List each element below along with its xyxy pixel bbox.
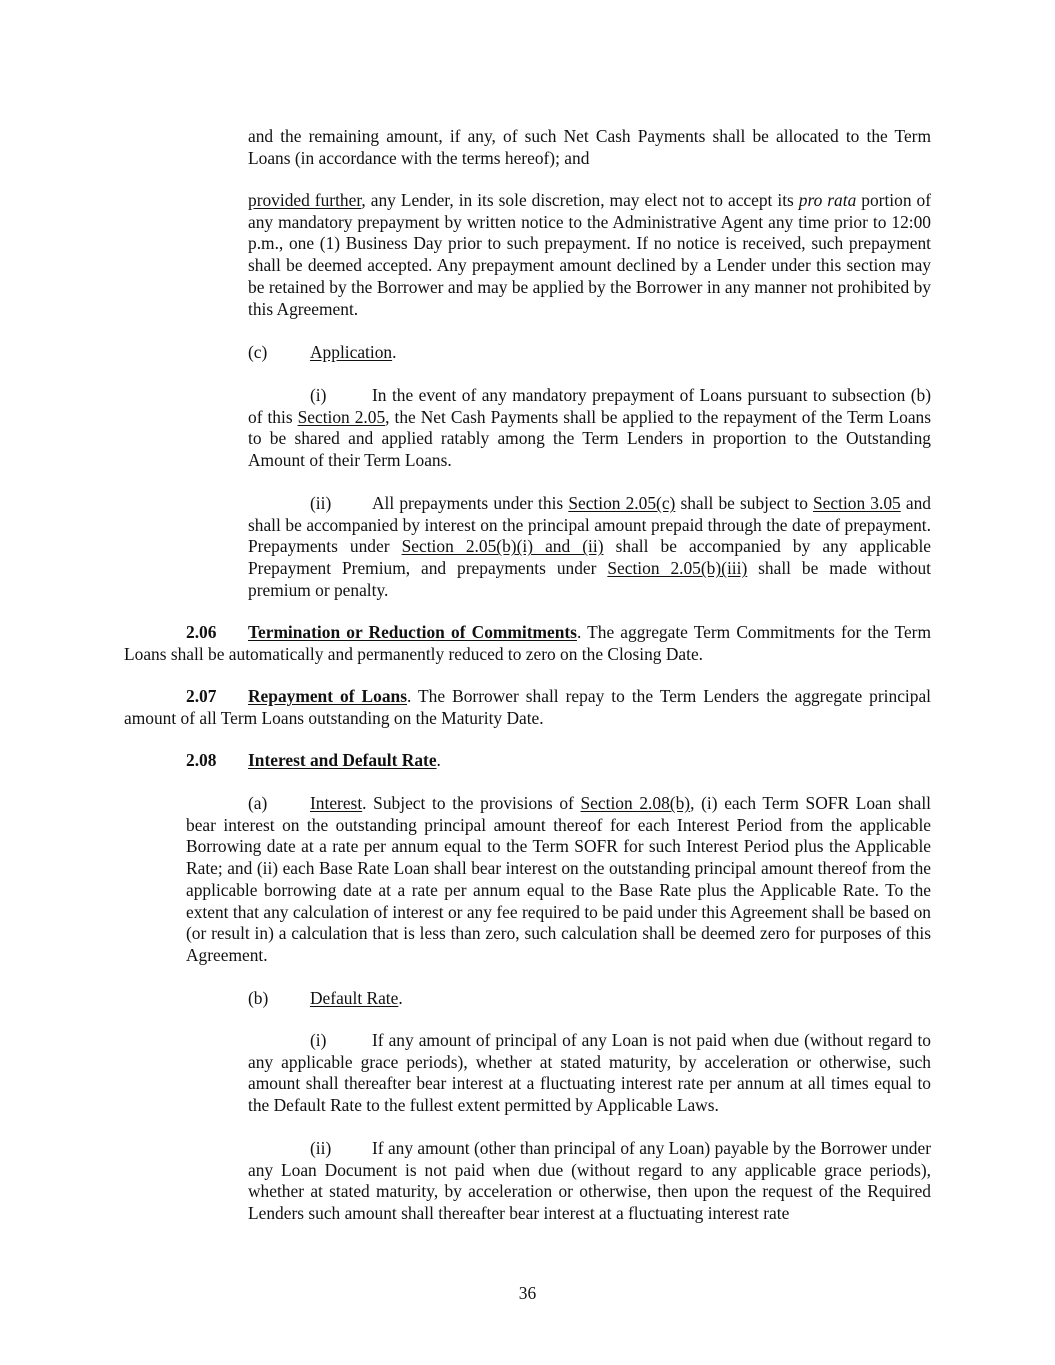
paragraph-c-ii: (ii) All prepayments under this Section 2.05(c) shall be subject to Section 3.05 and shall be accompanied by interest on the principal amount prepaid through the date of prepayment. Prepayments under Section 2.05(b)(i) and (ii) shall be accompanied by any applicable Prepayment Premium, and prepayments under Section 2.05(b)(iii) shall be made without premium or penalty.: [248, 493, 932, 600]
section-reference: Section 2.05: [297, 406, 386, 427]
paragraph-provided-further: provided further, any Lender, in its sole discretion, may elect not to accept its pro rata portion of any mandatory prepayment by written notice to the Administrative Agent any time prior to 12:00 p.m., one (1) Business Day prior to such prepayment. If no notice is received, such prepayment shall be deemed accepted. Any prepayment amount declined by a Lender under this section may be retained by the Borrower and may be applied by the Borrower in any manner not prohibited by this Agreement.: [248, 190, 931, 319]
heading-c-application: (c) Application.: [248, 342, 397, 362]
section-reference: Section 2.08(b): [580, 793, 691, 813]
section-number: 2.08: [186, 750, 217, 770]
section-title: Repayment of Loans: [248, 686, 407, 706]
section-title: Termination or Reduction of Commitments: [248, 622, 577, 642]
italic-term: pro rata: [798, 190, 857, 210]
section-reference: Section 2.05(c): [568, 493, 676, 513]
section-number: 2.07: [186, 686, 217, 706]
paragraph-c-i: (i) In the event of any mandatory prepayment of Loans pursuant to subsection (b) of this Section 2.05, the Net Cash Payments shall be applied to the repayment of the Term Loans to be shared and applied ratably among the Term Lenders in proportion to the Outstanding Amount of their Term Loans.: [248, 385, 932, 471]
section-2-08: 2.08 Interest and Default Rate.: [186, 750, 441, 770]
paragraph-allocation: and the remaining amount, if any, of such Net Cash Payments shall be allocated to the Term Loans (in accordance with the terms hereof); and: [248, 126, 931, 168]
heading-b-default-rate: (b) Default Rate.: [248, 988, 403, 1008]
paragraph-b-ii: (ii) If any amount (other than principal of any Loan) payable by the Borrower under any Loan Document is not paid when due (without regard to any applicable grace periods), whether at stated maturity, by acceleration or otherwise, then upon the request of the Required Lenders such amount shall thereafter bear interest at a fluctuating interest rate: [248, 1138, 931, 1224]
section-reference: Section 2.05(b)(iii): [607, 558, 748, 579]
section-2-06: 2.06 Termination or Reduction of Commitments. The aggregate Term Commitments for the Term Loans shall be automatically and permanently reduced to zero on the Closing Date.: [124, 622, 931, 664]
section-title: Interest and Default Rate: [248, 750, 437, 770]
section-reference: Section 2.05(b)(i) and (ii): [401, 536, 604, 557]
paragraph-a-interest: (a) Interest. Subject to the provisions of Section 2.08(b), (i) each Term SOFR Loan shall bear interest on the outstanding principal amount thereof for each Interest Period from the applicable Borrowing date at a rate per annum equal to the Term SOFR for such Interest Period plus the Applicable Rate; and (ii) each Base Rate Loan shall bear interest on the outstanding principal amount thereof from the applicable borrowing date at a rate per annum equal to the Base Rate plus the Applicable Rate. To the extent that any calculation of interest or any fee required to be paid under this Agreement shall be based on (or result in) a calculation that is less than zero, such calculation shall be deemed zero for purposes of this Agreement.: [186, 793, 931, 965]
paragraph-b-i: (i) If any amount of principal of any Loan is not paid when due (without regard to any applicable grace periods), whether at stated maturity, by acceleration or otherwise, such amount shall thereafter bear interest at a fluctuating interest rate per annum at all times equal to the Default Rate to the fullest extent permitted by Applicable Laws.: [248, 1030, 931, 1116]
defined-term: provided further: [248, 190, 362, 210]
subsection-title: Interest: [310, 793, 363, 813]
page-number: 36: [518, 1283, 537, 1303]
section-reference: Section 3.05: [813, 493, 901, 513]
section-2-07: 2.07 Repayment of Loans. The Borrower shall repay to the Term Lenders the aggregate principal amount of all Term Loans outstanding on the Maturity Date.: [124, 686, 931, 728]
section-number: 2.06: [186, 622, 217, 642]
